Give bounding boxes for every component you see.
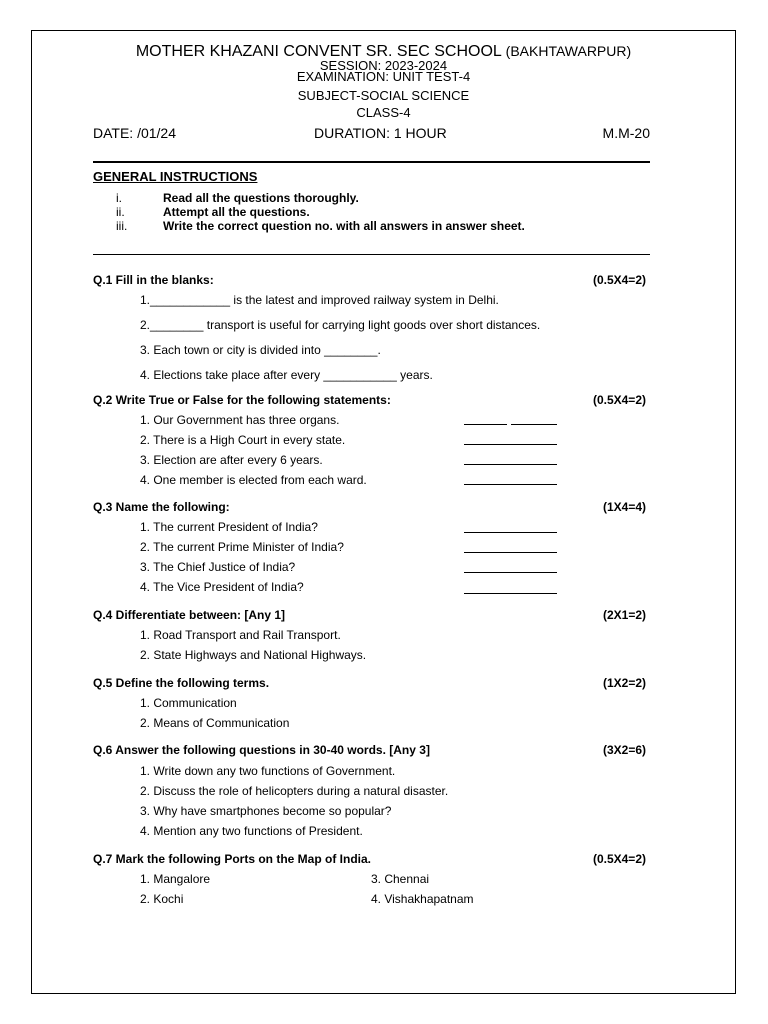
question-item: 2. Discuss the role of helicopters during a natural disaster. [140, 784, 449, 798]
answer-line [464, 424, 507, 425]
question-marks: (1X4=4) [602, 500, 646, 514]
subject: SUBJECT-SOCIAL SCIENCE [297, 88, 470, 103]
instruction-text: Read all the questions thoroughly. [163, 191, 359, 205]
question-item: 1. Write down any two functions of Government. [140, 764, 396, 778]
max-marks: M.M-20 [602, 125, 650, 141]
port-item: 2. Kochi [140, 892, 184, 906]
port-item: 1. Mangalore [140, 872, 211, 886]
question-marks: (1X2=2) [602, 676, 646, 690]
instructions-title: GENERAL INSTRUCTIONS [93, 169, 258, 184]
question-item: 2. Means of Communication [140, 716, 290, 730]
question-item: 1. Our Government has three organs. [140, 413, 340, 427]
answer-line [464, 444, 557, 445]
question-title: Q.7 Mark the following Ports on the Map of India. [93, 852, 372, 866]
instruction-text: Attempt all the questions. [163, 205, 310, 219]
question-item: 3. The Chief Justice of India? [140, 560, 296, 574]
question-item: 3. Each town or city is divided into ________. [140, 343, 381, 357]
question-item: 1. Communication [140, 696, 237, 710]
school-location: (BAKHTAWARPUR) [505, 43, 632, 59]
question-item: 2. The current Prime Minister of India? [140, 540, 344, 554]
question-item: 4. Mention any two functions of President. [140, 824, 363, 838]
question-item: 3. Why have smartphones become so popular? [140, 804, 392, 818]
question-item: 4. Elections take place after every ___________ years. [140, 368, 433, 382]
question-item: 2. State Highways and National Highways. [140, 648, 367, 662]
question-marks: (0.5X4=2) [592, 852, 646, 866]
duration: DURATION: 1 HOUR [314, 125, 447, 141]
question-title: Q.1 Fill in the blanks: [93, 273, 214, 287]
port-item: 4. Vishakhapatnam [371, 892, 474, 906]
school-name-text: MOTHER KHAZANI CONVENT SR. SEC SCHOOL [135, 43, 502, 60]
question-item: 1. The current President of India? [140, 520, 318, 534]
question-marks: (0.5X4=2) [592, 273, 646, 287]
question-title: Q.6 Answer the following questions in 30-40 words. [Any 3] [93, 743, 430, 757]
instruction-number: ii. [116, 205, 125, 219]
question-title: Q.3 Name the following: [93, 500, 230, 514]
question-title: Q.4 Differentiate between: [Any 1] [93, 608, 286, 622]
date: DATE: /01/24 [93, 125, 177, 141]
class-label: CLASS-4 [356, 105, 411, 120]
question-item: 4. One member is elected from each ward. [140, 473, 367, 487]
port-item: 3. Chennai [371, 872, 430, 886]
question-marks: (3X2=6) [602, 743, 646, 757]
question-title: Q.5 Define the following terms. [93, 676, 270, 690]
instruction-text: Write the correct question no. with all answers in answer sheet. [163, 219, 525, 233]
question-item: 1. Road Transport and Rail Transport. [140, 628, 341, 642]
answer-line [464, 593, 557, 594]
divider [93, 254, 650, 255]
question-marks: (2X1=2) [602, 608, 646, 622]
instruction-number: i. [116, 191, 122, 205]
answer-line [464, 552, 557, 553]
question-item: 4. The Vice President of India? [140, 580, 304, 594]
answer-line [511, 424, 557, 425]
question-item: 2. There is a High Court in every state. [140, 433, 346, 447]
answer-line [464, 572, 557, 573]
question-item: 1.____________ is the latest and improved railway system in Delhi. [140, 293, 499, 307]
session: SESSION: 2023-2024 [319, 58, 448, 73]
answer-line [464, 532, 557, 533]
question-item: 2.________ transport is useful for carrying light goods over short distances. [140, 318, 541, 332]
instruction-number: iii. [116, 219, 128, 233]
examination: EXAMINATION: UNIT TEST-4 [296, 69, 471, 84]
divider [93, 161, 650, 163]
question-item: 3. Election are after every 6 years. [140, 453, 323, 467]
answer-line [464, 484, 557, 485]
question-marks: (0.5X4=2) [592, 393, 646, 407]
question-title: Q.2 Write True or False for the following statements: [93, 393, 391, 407]
answer-line [464, 464, 557, 465]
